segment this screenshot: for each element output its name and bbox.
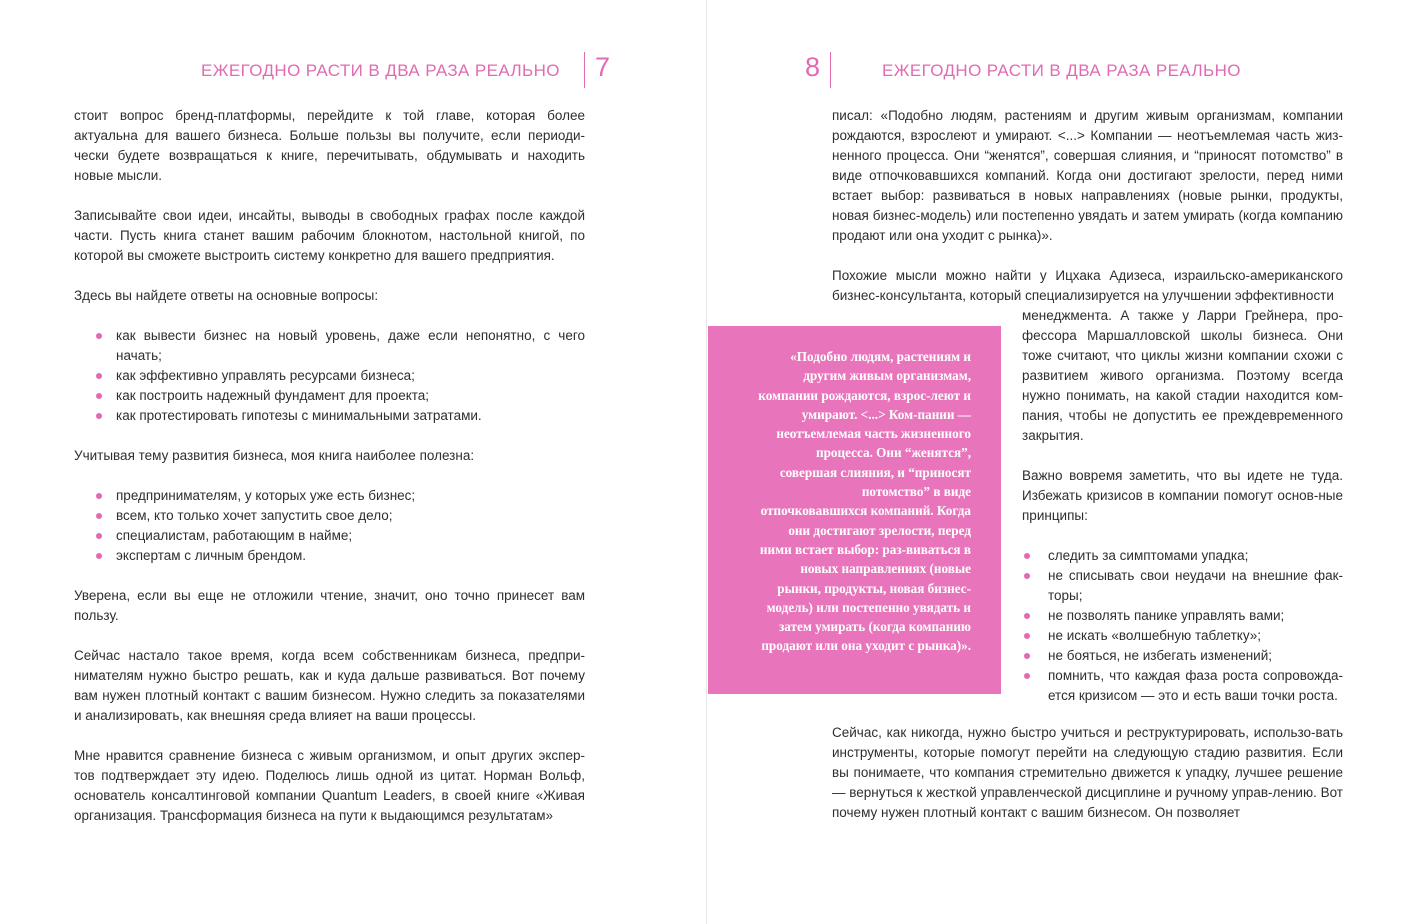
bullet-icon xyxy=(96,553,102,559)
left-paragraph: Мне нравится сравнение бизнеса с живым организмом, и опыт других экспер-тов подтверждает эту идею. Поделюсь лишь одной из цитат. Норман Вольф, основатель консалтинговой компании Quantum Leaders, в своей книге «Живая организация. Трансформация бизнеса на пути к выдающимся результатам» xyxy=(74,748,585,823)
bullet-icon xyxy=(96,413,102,419)
left-paragraph: Сейчас настало такое время, когда всем собственникам бизнеса, предпри-нимателям нужно быстро решать, как и куда дальше развиваться. Вот почему вам нужен плотный контакт с вашим бизнесом. Нужно следить за показателями и анализировать, как внешняя среда влияет на ваши процессы. xyxy=(74,648,585,723)
bullet-icon xyxy=(1024,673,1030,679)
page-gutter xyxy=(706,0,707,924)
bullet-icon xyxy=(1024,573,1030,579)
pull-quote-text: «Подобно людям, растениям и другим живым организмам, компании рождаются, взрос-леют и умирают. <...> Ком-пании — неотъемлемая часть жизненного процесса. Они “женятся”, совершая слияния, и “приносят потомство” в виде отпочковавшихся компаний. Когда они достигают зрелости, перед ними встает выбор: раз-виваться в новых направлениях (новые рынки, продукты, новая бизнес-модель) или постепенно увядать и затем умирать (когда компанию продают или она уходит с рынка)». xyxy=(758,349,971,654)
right-page-body-bottom xyxy=(832,723,1343,843)
list-item: не бояться, не избегать изменений; xyxy=(1022,646,1343,666)
right-paragraph: менеджмента. А также у Ларри Грейнера, про-фессора Маршалловской школы бизнеса. Они тоже считают, что циклы жизни компании схожи с развитием живого организма. Поэтому всегда нужно понимать, на какой стадии находится ком-пания, чтобы не допустить ее преждевременного закрытия. xyxy=(1022,308,1343,443)
bullet-icon xyxy=(1024,553,1030,559)
list-item: специалистам, работающим в найме; xyxy=(74,526,585,546)
right-running-title: ЕЖЕГОДНО РАСТИ В ДВА РАЗА РЕАЛЬНО xyxy=(882,61,1241,80)
right-paragraph: писал: «Подобно людям, растениям и другим живым организмам, компании рождаются, взрослеют и умирают. <...> Компании — неотъемлемая часть жиз-ненного процесса. Они “женятся”, совершая слияния, и “приносят потомство” в виде отпочковавшихся компаний. Когда они достигают зрелости, перед ними встает выбор: развиваться в новых направлениях (новые рынки, продукты, новая бизнес-модель) или постепенно увядать и затем умирать (когда компанию продают или она уходит с рынка)». xyxy=(832,108,1343,243)
bullet-icon xyxy=(96,333,102,339)
right-paragraph: Похожие мысли можно найти у Ицхака Адизеса, израильско-американского бизнес-консультанта, который специализируется на улучшении эффективности xyxy=(832,268,1343,303)
left-page-body xyxy=(74,106,585,846)
bullet-icon xyxy=(1024,633,1030,639)
list-item: всем, кто только хочет запустить свое дело; xyxy=(74,506,585,526)
left-header-rule xyxy=(584,52,585,88)
questions-list xyxy=(74,326,585,426)
bullet-icon xyxy=(1024,613,1030,619)
list-item: следить за симптомами упадка; xyxy=(1022,546,1343,566)
bullet-icon xyxy=(96,393,102,399)
left-running-title: ЕЖЕГОДНО РАСТИ В ДВА РАЗА РЕАЛЬНО xyxy=(201,61,560,80)
left-page-number: 7 xyxy=(595,52,611,82)
list-item: как эффективно управлять ресурсами бизнеса; xyxy=(74,366,585,386)
list-item: как протестировать гипотезы с минимальными затратами. xyxy=(74,406,585,426)
list-item: как вывести бизнес на новый уровень, даже если непонятно, с чего начать; xyxy=(74,326,585,366)
bullet-icon xyxy=(96,373,102,379)
left-paragraph: Записывайте свои идеи, инсайты, выводы в свободных графах после каждой части. Пусть книга станет вашим рабочим блокнотом, настольной книгой, по которой вы сможете выстроить систему конкретно для вашего предприятия. xyxy=(74,208,585,263)
right-page-number: 8 xyxy=(805,52,821,82)
bullet-icon xyxy=(1024,653,1030,659)
right-page-body-narrow xyxy=(1022,306,1343,726)
bullet-icon xyxy=(96,533,102,539)
list-item: помнить, что каждая фаза роста сопровожда-ется кризисом — это и есть ваши точки роста. xyxy=(1022,666,1343,706)
bullet-icon xyxy=(96,493,102,499)
left-paragraph: Учитывая тему развития бизнеса, моя книга наиболее полезна: xyxy=(74,448,475,463)
right-page-body-top xyxy=(832,106,1343,306)
list-item: экспертам с личным брендом. xyxy=(74,546,585,566)
list-item: не искать «волшебную таблетку»; xyxy=(1022,626,1343,646)
left-paragraph: Уверена, если вы еще не отложили чтение, значит, оно точно принесет вам пользу. xyxy=(74,588,585,623)
list-item: не списывать свои неудачи на внешние фак-торы; xyxy=(1022,566,1343,606)
right-paragraph: Важно вовремя заметить, что вы идете не туда. Избежать кризисов в компании помогут основ-ные принципы: xyxy=(1022,468,1343,523)
bullet-icon xyxy=(96,513,102,519)
audience-list xyxy=(74,486,585,566)
left-paragraph: Здесь вы найдете ответы на основные вопросы: xyxy=(74,288,379,303)
left-paragraph: стоит вопрос бренд-платформы, перейдите к той главе, которая более актуальна для вашего бизнеса. Больше пользы вы получите, если периоди-чески будете возвращаться к книге, перечитывать, обдумывать и находить новые мысли. xyxy=(74,108,585,183)
list-item: как построить надежный фундамент для проекта; xyxy=(74,386,585,406)
list-item: предпринимателям, у которых уже есть бизнес; xyxy=(74,486,585,506)
right-header-rule xyxy=(830,52,831,88)
right-paragraph: Сейчас, как никогда, нужно быстро учиться и реструктурировать, использо-вать инструменты, которые помогут перейти на следующую стадию развития. Если вы понимаете, что компания стремительно движется к упадку, лучшее решение — вернуться к жесткой управленческой дисциплине и ручному управ-лению. Вот почему нужен плотный контакт с вашим бизнесом. Он позволяет xyxy=(832,725,1343,820)
list-item: не позволять панике управлять вами; xyxy=(1022,606,1343,626)
principles-list xyxy=(1022,546,1343,706)
